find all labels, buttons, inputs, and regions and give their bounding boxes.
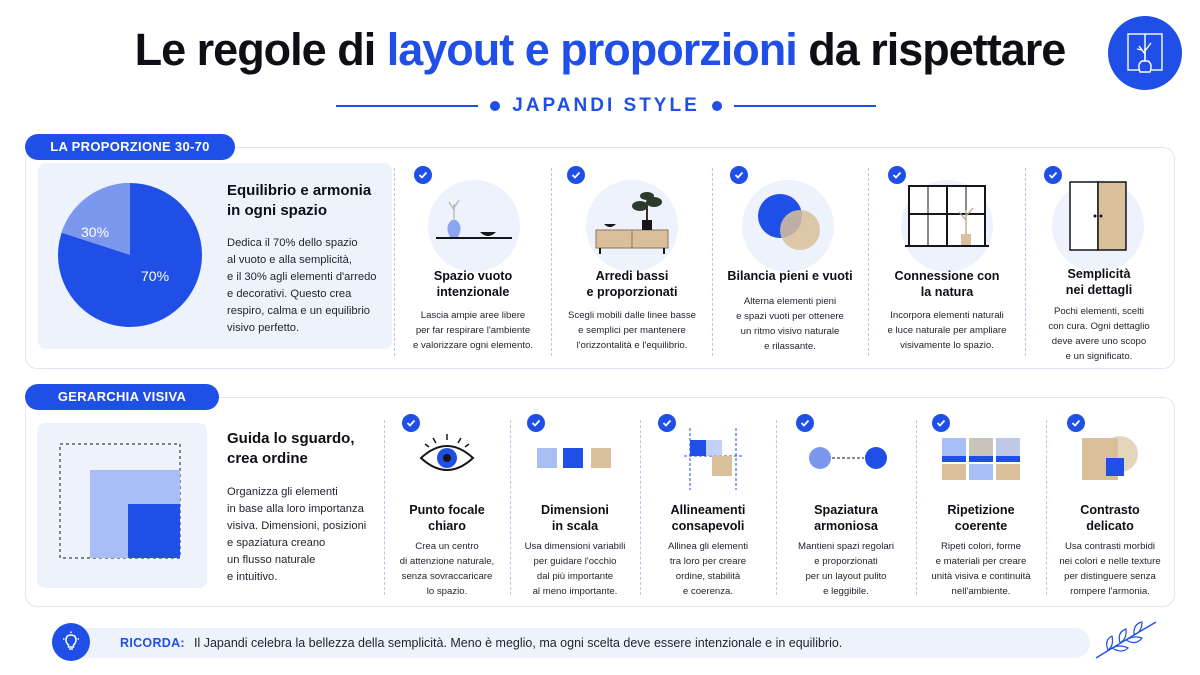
card-text: Scegli mobili dalle linee basse e semplici per mantenere l'orizzontalità e l'equilibrio.: [568, 310, 696, 351]
card-text: Alterna elementi pieni e spazi vuoti per ottenere un ritmo visivo naturale e rilassante.: [736, 296, 844, 352]
card-connessione-natura: [872, 160, 1022, 360]
vase-window-icon: [1108, 16, 1182, 90]
card-title: Contrasto delicato: [1080, 503, 1140, 533]
card-contrasto: [1050, 410, 1170, 600]
card-title: Ripetizione coerente: [947, 503, 1015, 533]
title-part2: da rispettare: [796, 24, 1066, 75]
color-grid-icon: [940, 436, 1022, 482]
pie-label-70: 70%: [141, 268, 170, 284]
check-icon: [932, 414, 950, 432]
reminder-label: RICORDA:: [120, 636, 185, 650]
wardrobe-icon: [1050, 178, 1146, 274]
spacing-dots-icon: [806, 444, 890, 472]
card-title: Dimensioni in scala: [541, 503, 609, 533]
proportion-intro-title: Equilibrio e armonia in ogni spazio: [227, 182, 372, 219]
lightbulb-icon: [52, 623, 90, 661]
card-title: Spazio vuoto intenzionale: [433, 269, 513, 299]
overlapping-circles-icon: [740, 178, 836, 274]
alignment-grid-icon: [682, 426, 744, 492]
pie-label-30: 30%: [81, 224, 110, 240]
card-ripetizione: [920, 410, 1042, 600]
eye-icon: [417, 432, 477, 478]
card-text: Mantieni spazi regolari e proporzionati per un layout pulito e leggibile.: [798, 541, 894, 597]
scaled-squares-icon: [535, 446, 615, 470]
nested-squares-icon: [58, 442, 182, 560]
title-part1: Le regole di: [134, 24, 387, 75]
hierarchy-intro-text: Organizza gli elementi in base alla loro importanza visiva. Dimensioni, posizioni e spaziatura creano un flusso naturale e intuitivo.: [227, 486, 367, 583]
card-text: Usa contrasti morbidi nei colori e nelle texture per distinguere senza rompere l'armonia.: [1059, 541, 1161, 597]
reminder-text: Il Japandi celebra la bellezza della semplicità. Meno è meglio, ma ogni scelta deve essere intenzionale e in equilibrio.: [194, 636, 843, 650]
card-spaziatura: [780, 410, 912, 600]
check-icon: [567, 166, 585, 184]
section-tab-proportion: LA PROPORZIONE 30-70: [25, 134, 235, 160]
card-text: Lascia ampie aree libere per far respirare l'ambiente e valorizzare ogni elemento.: [413, 310, 533, 351]
card-dimensioni: [514, 410, 636, 600]
card-title: Connessione con la natura: [894, 269, 1000, 299]
card-punto-focale: [388, 410, 506, 600]
pie-chart-30-70: [55, 180, 205, 330]
card-text: Incorpora elementi naturali e luce naturale per ampliare visivamente lo spazio.: [887, 310, 1007, 351]
card-text: Allinea gli elementi tra loro per creare ordine, stabilità e coerenza.: [668, 541, 748, 597]
card-text: Pochi elementi, scelti con cura. Ogni dettaglio deve avere uno scopo e un significato.: [1048, 306, 1150, 362]
card-allineamenti: [644, 410, 772, 600]
proportion-intro-text: Dedica il 70% dello spazio al vuoto e alla semplicità, e il 30% agli elementi d'arredo e decorativi. Questo crea respiro, calma e un equilibrio visivo perfetto.: [227, 237, 377, 334]
vase-shelf-icon: [426, 178, 522, 274]
title-accent: layout e proporzioni: [386, 24, 797, 75]
card-text: Crea un centro di attenzione naturale, senza sovraccaricare lo spazio.: [399, 541, 495, 597]
subtitle-row: [336, 92, 876, 120]
sideboard-bonsai-icon: [584, 178, 680, 274]
subtitle: JAPANDI STYLE: [512, 95, 700, 116]
check-icon: [527, 414, 545, 432]
card-title: Arredi bassi e proporzionati: [586, 269, 678, 299]
card-text: Usa dimensioni variabili per guidare l'occhio dal più importante al meno importante.: [524, 541, 626, 597]
check-icon: [402, 414, 420, 432]
card-bilancia: [716, 160, 864, 360]
card-title: Allineamenti consapevoli: [670, 503, 746, 533]
check-icon: [796, 414, 814, 432]
hierarchy-intro-title: Guida lo sguardo, crea ordine: [227, 430, 355, 467]
card-semplicita: [1030, 160, 1168, 365]
card-title: Punto focale chiaro: [409, 503, 485, 533]
card-title: Semplicità nei dettagli: [1065, 267, 1133, 297]
card-title: Bilancia pieni e vuoti: [727, 269, 853, 283]
card-arredi-bassi: [556, 160, 708, 360]
card-title: Spaziatura armoniosa: [814, 503, 878, 533]
card-spazio-vuoto: [398, 160, 548, 360]
contrast-shapes-icon: [1080, 434, 1140, 482]
check-icon: [1067, 414, 1085, 432]
leaf-branch-icon: [1092, 616, 1160, 662]
window-plant-icon: [899, 178, 995, 274]
page-title: [0, 24, 1200, 76]
card-text: Ripeti colori, forme e materiali per creare unità visiva e continuità nell'ambiente.: [931, 541, 1031, 597]
check-icon: [658, 414, 676, 432]
section-tab-hierarchy: GERARCHIA VISIVA: [25, 384, 219, 410]
